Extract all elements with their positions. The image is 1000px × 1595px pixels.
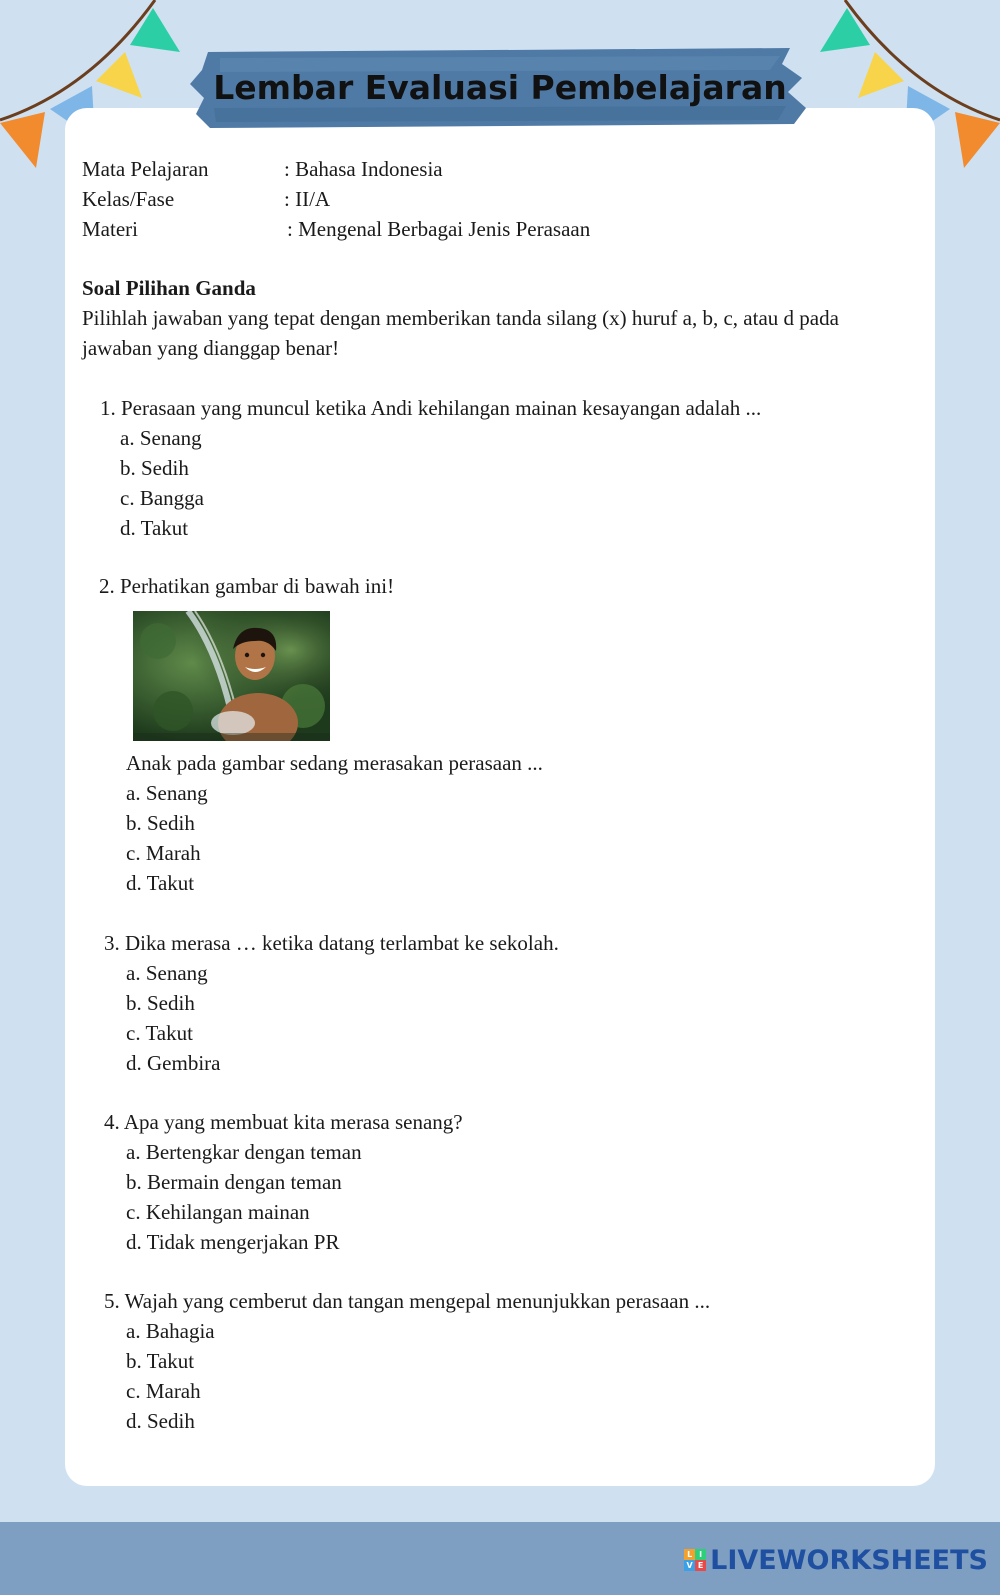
question-4: 4. Apa yang membuat kita merasa senang? xyxy=(104,1110,463,1134)
option-2b[interactable]: b. Sedih xyxy=(126,811,195,835)
liveworksheets-logo-icon: L I V E xyxy=(684,1549,706,1571)
meta-label: Materi xyxy=(82,217,138,241)
option-4d[interactable]: d. Tidak mengerjakan PR xyxy=(126,1230,340,1254)
instruction-text: Pilihlah jawaban yang tepat dengan memberikan tanda silang (x) huruf a, b, c, atau d pada xyxy=(82,306,839,330)
option-2d[interactable]: d. Takut xyxy=(126,871,195,895)
section-heading: Soal Pilihan Ganda xyxy=(82,276,256,300)
option-5c[interactable]: c. Marah xyxy=(126,1379,201,1403)
option-5d[interactable]: d. Sedih xyxy=(126,1409,195,1433)
liveworksheets-logo-text: LIVEWORKSHEETS xyxy=(710,1544,988,1576)
meta-label: Kelas/Fase xyxy=(82,187,175,211)
meta-value: : II/A xyxy=(284,187,331,211)
option-4b[interactable]: b. Bermain dengan teman xyxy=(126,1170,342,1194)
option-1b[interactable]: b. Sedih xyxy=(120,456,189,480)
footer-bar xyxy=(0,1522,1000,1595)
option-4a[interactable]: a. Bertengkar dengan teman xyxy=(126,1140,362,1164)
instruction-text: jawaban yang dianggap benar! xyxy=(82,336,340,360)
question-2: 2. Perhatikan gambar di bawah ini! xyxy=(99,574,395,598)
question-2-prompt: Anak pada gambar sedang merasakan perasaan ... xyxy=(126,751,543,775)
option-3a[interactable]: a. Senang xyxy=(126,961,208,985)
option-4c[interactable]: c. Kehilangan mainan xyxy=(126,1200,310,1224)
option-3b[interactable]: b. Sedih xyxy=(126,991,195,1015)
option-1a[interactable]: a. Senang xyxy=(120,426,202,450)
child-playing-with-water-photo xyxy=(133,611,330,741)
liveworksheets-logo[interactable] xyxy=(684,1540,988,1580)
option-2c[interactable]: c. Marah xyxy=(126,841,201,865)
meta-value: : Mengenal Berbagai Jenis Perasaan xyxy=(287,217,591,241)
page-title: Lembar Evaluasi Pembelajaran xyxy=(213,68,787,107)
option-5b[interactable]: b. Takut xyxy=(126,1349,195,1373)
option-1d[interactable]: d. Takut xyxy=(120,516,189,540)
meta-value: : Bahasa Indonesia xyxy=(284,157,443,181)
option-5a[interactable]: a. Bahagia xyxy=(126,1319,215,1343)
option-3d[interactable]: d. Gembira xyxy=(126,1051,221,1075)
option-2a[interactable]: a. Senang xyxy=(126,781,208,805)
question-3: 3. Dika merasa … ketika datang terlambat ke sekolah. xyxy=(104,931,559,955)
question-1: 1. Perasaan yang muncul ketika Andi kehilangan mainan kesayangan adalah ... xyxy=(100,396,762,420)
question-5: 5. Wajah yang cemberut dan tangan mengepal menunjukkan perasaan ... xyxy=(104,1289,711,1313)
meta-label: Mata Pelajaran xyxy=(82,157,209,181)
option-3c[interactable]: c. Takut xyxy=(126,1021,193,1045)
option-1c[interactable]: c. Bangga xyxy=(120,486,204,510)
